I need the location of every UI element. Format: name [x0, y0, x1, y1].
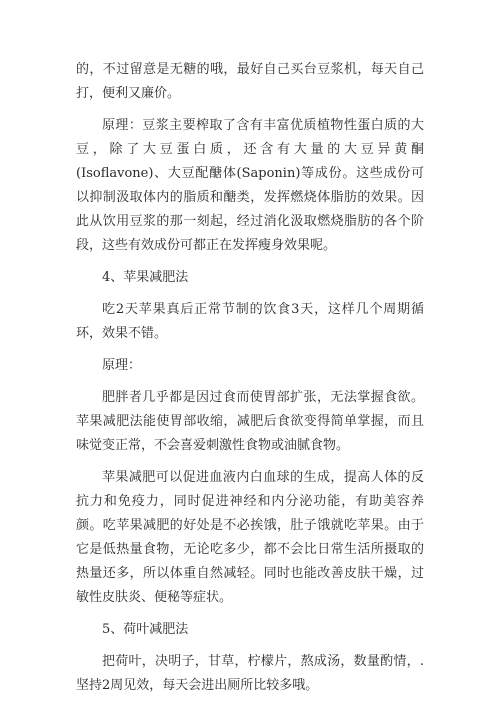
paragraph-apple-method: 吃2天苹果真后正常节制的饮食3天，这样几个周期循环，效果不错。: [76, 302, 424, 341]
paragraph-lotus-leaf-method: 把荷叶，决明子，甘草，柠檬片，熬成汤，数量酌情，.坚持2周见效，每天会进出厕所比较多哦。: [76, 654, 424, 693]
paragraph-apple-principle-2: 苹果减肥可以促进血液内白血球的生成，提高人体的反抗力和免疫力，同时促进神经和内分泌功能，有助美容养颜。吃苹果减肥的好处是不必挨饿，肚子饿就吃苹果。由于它是低热量食物，无论吃多少，都不会比日常生活所摄取的热量还多，所以体重自然减轻。同时也能改善皮肤干燥，过敏性皮肤炎、便秘等症状。: [76, 470, 424, 605]
paragraph-soymilk-principle: 原理：豆浆主要榨取了含有丰富优质植物性蛋白质的大豆，除了大豆蛋白质，还含有大量的大豆异黄酮(Isoflavone)、大豆配醣体(Saponin)等成份。这些成份可以抑制汲取体内的脂质和醣类，发挥燃烧体脂肪的效果。因此从饮用豆浆的那一刻起，经过消化汲取燃烧脂肪的各个阶段，这些有效成份可都正在发挥瘦身效果呢。: [76, 118, 424, 253]
section-heading-lotus-leaf-diet: 5、荷叶减肥法: [102, 622, 189, 637]
paragraph-principle-label: 原理：: [102, 358, 142, 373]
paragraph-apple-principle-1: 肥胖者几乎都是因过食而使胃部扩张，无法掌握食欲。苹果减肥法能使胃部收缩，减肥后食欲变得简单掌握，而且味觉变正常，不会喜爱刺激性食物或油腻食物。: [76, 390, 424, 453]
paragraph-intro-continuation: 的，不过留意是无糖的哦，最好自己买台豆浆机，每天自己打，便利又廉价。: [76, 62, 424, 101]
document-body: [76, 58, 424, 706]
section-heading-apple-diet: 4、苹果减肥法: [102, 270, 189, 285]
